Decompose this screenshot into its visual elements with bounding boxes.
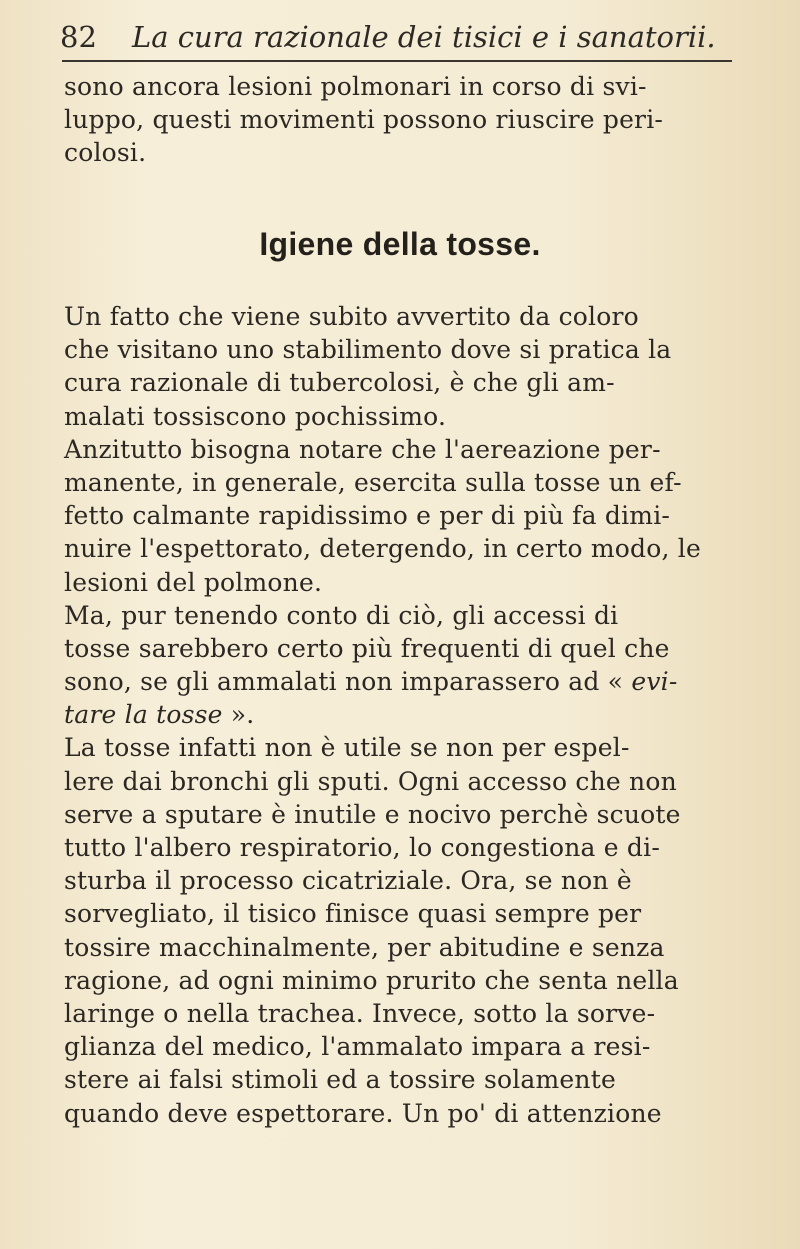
line-text: sturba il processo cicatriziale. Ora, se non è bbox=[64, 866, 632, 896]
line-text: ». bbox=[222, 700, 255, 730]
line-text: Ma, pur tenendo conto di ciò, gli accessi di bbox=[64, 600, 619, 630]
line-text: tosse sarebbero certo più frequenti di quel che bbox=[64, 633, 670, 663]
text-line bbox=[64, 765, 740, 798]
text-line bbox=[64, 698, 740, 731]
text-line bbox=[64, 366, 740, 399]
line-text: lere dai bronchi gli sputi. Ogni accesso che non bbox=[64, 766, 677, 796]
text-line bbox=[64, 831, 740, 864]
body-text bbox=[64, 300, 740, 1130]
line-text: La tosse infatti non è utile se non per espel- bbox=[64, 733, 630, 763]
header-rule bbox=[62, 60, 732, 62]
page-header bbox=[60, 20, 740, 60]
italic-text: evi- bbox=[631, 667, 678, 697]
line-text: Anzitutto bisogna notare che l'aereazione per- bbox=[64, 434, 661, 464]
text-line: sono ancora lesioni polmonari in corso di svi- bbox=[64, 72, 647, 101]
text-line bbox=[64, 532, 740, 565]
line-text: laringe o nella trachea. Invece, sotto la sorve- bbox=[64, 998, 656, 1028]
line-text: tutto l'albero respiratorio, lo congestiona e di- bbox=[64, 833, 660, 862]
line-text: ragione, ad ogni minimo prurito che senta nella bbox=[64, 965, 679, 995]
line-text: stere ai falsi stimoli ed a tossire solamente bbox=[64, 1065, 616, 1095]
line-text: malati tossiscono pochissimo. bbox=[64, 401, 447, 431]
line-text: fetto calmante rapidissimo e per di più fa dimi- bbox=[64, 501, 671, 531]
running-title: La cura razionale dei tisici e i sanatorii. bbox=[132, 20, 716, 54]
line-text: che visitano uno stabilimento dove si pratica la bbox=[64, 335, 672, 365]
text-line bbox=[64, 1030, 740, 1063]
line-text: cura razionale di tubercolosi, è che gli am- bbox=[64, 368, 615, 398]
line-text: serve a sputare è inutile e nocivo perchè scuote bbox=[64, 799, 681, 829]
line-text: quando deve espettorare. Un po' di attenzione bbox=[64, 1098, 662, 1128]
text-line: colosi. bbox=[64, 138, 147, 168]
text-line bbox=[64, 931, 740, 964]
text-line bbox=[64, 566, 740, 599]
italic-text: tare la tosse bbox=[64, 700, 223, 730]
line-text: tossire macchinalmente, per abitudine e senza bbox=[64, 932, 665, 962]
text-line bbox=[64, 798, 740, 831]
text-line bbox=[64, 300, 740, 333]
text-line: luppo, questi movimenti possono riuscire peri- bbox=[64, 105, 664, 135]
text-line bbox=[64, 632, 740, 665]
text-line bbox=[64, 864, 740, 897]
line-text: nuire l'espettorato, detergendo, in certo modo, le bbox=[64, 534, 701, 564]
text-line bbox=[64, 400, 740, 433]
text-line bbox=[64, 466, 740, 499]
intro-paragraph bbox=[64, 70, 740, 170]
line-text: lesioni del polmone. bbox=[64, 567, 323, 597]
line-text: sorvegliato, il tisico finisce quasi sempre per bbox=[64, 899, 642, 929]
text-line bbox=[64, 499, 740, 532]
text-line bbox=[64, 333, 740, 366]
section-title: Igiene della tosse. bbox=[259, 226, 541, 262]
text-line bbox=[64, 1097, 740, 1130]
line-text: Un fatto che viene subito avvertito da coloro bbox=[64, 302, 639, 331]
page-number: 82 bbox=[60, 20, 97, 54]
text-line bbox=[64, 997, 740, 1030]
text-line bbox=[64, 897, 740, 930]
text-line bbox=[64, 433, 740, 466]
text-line bbox=[64, 964, 740, 997]
text-line bbox=[64, 1063, 740, 1096]
line-text: sono, se gli ammalati non imparassero ad « bbox=[64, 667, 632, 697]
text-line bbox=[64, 731, 740, 764]
line-text: manente, in generale, esercita sulla tosse un ef- bbox=[64, 467, 682, 497]
text-line bbox=[64, 665, 740, 698]
line-text: glianza del medico, l'ammalato impara a resi- bbox=[64, 1032, 651, 1062]
text-line bbox=[64, 599, 740, 632]
